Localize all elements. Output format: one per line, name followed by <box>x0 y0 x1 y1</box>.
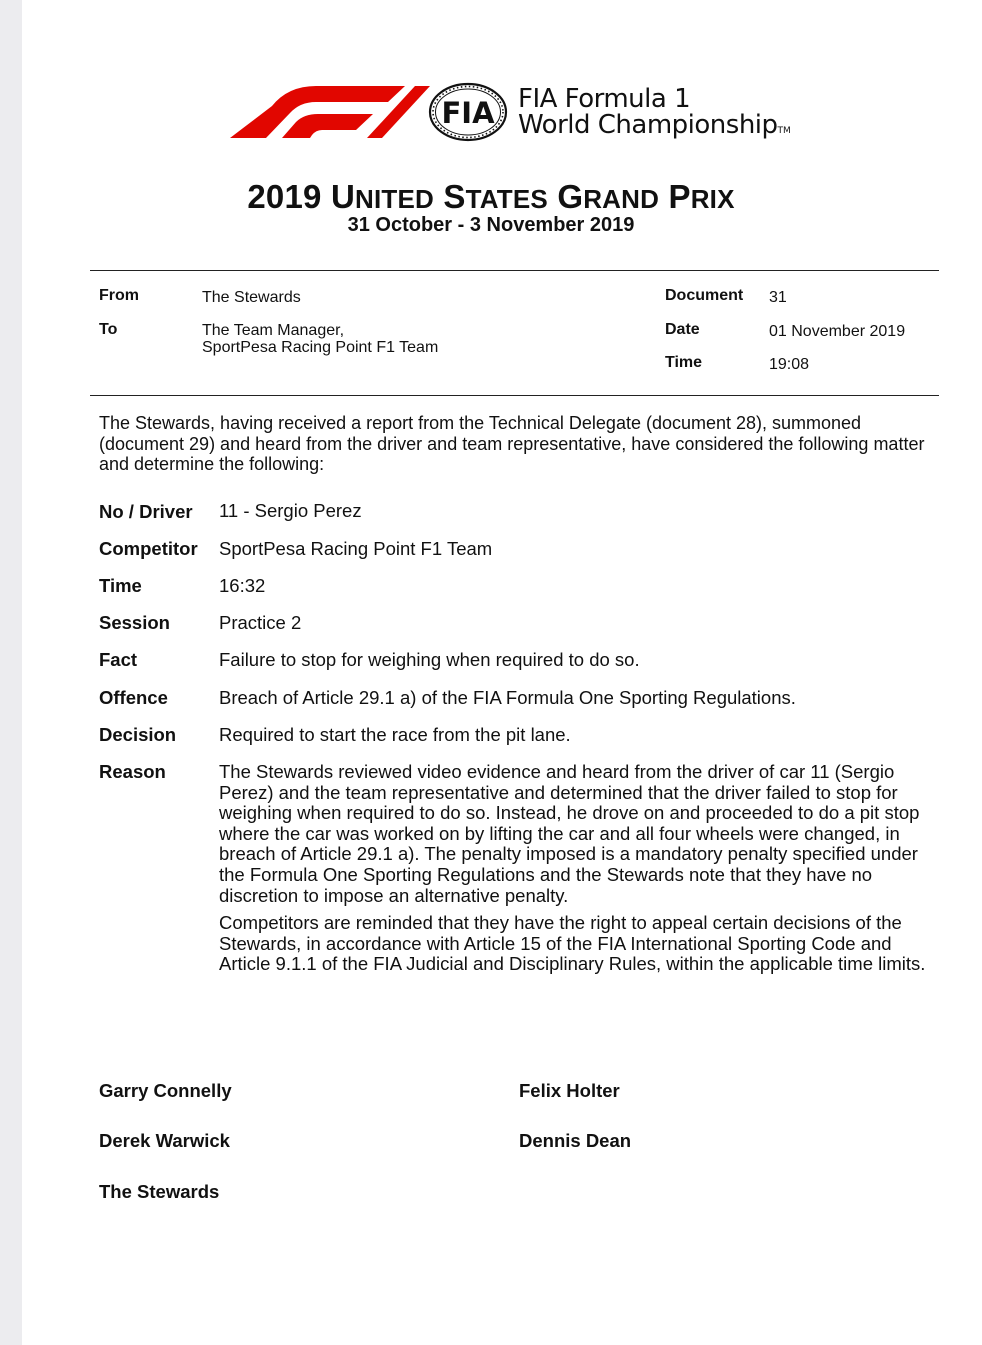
header-bottom-rule <box>90 395 939 396</box>
to-value-line-1: The Team Manager, <box>202 322 345 339</box>
brand-line-1: FIA Formula 1 <box>518 84 691 114</box>
to-value-line-2: SportPesa Racing Point F1 Team <box>202 339 439 356</box>
title-smallcaps: RIX <box>690 184 735 214</box>
reason-paragraph-2: Competitors are reminded that they have the right to appeal certain decisions of the Stewards, in accordance with Article 15 of the FIA International Sporting Code and Article 9.1.1 of the FIA Judicial and Disciplinary Rules, within the applicable time limits. <box>219 912 926 975</box>
fia-seal-icon <box>428 82 508 142</box>
date-label: Date <box>665 321 700 338</box>
driver-value: 11 - Sergio Perez <box>219 500 362 521</box>
reason-paragraph-1: The Stewards reviewed video evidence and heard from the driver of car 11 (Sergio Perez) and the team representative and determined that the driver failed to stop for weighing when required to do so. Instead, he drove on and proceeded to do a pit stop where the car was worked on by lifting the car and all four wheels were changed, in breach of Article 29.1 a). The penalty imposed is a mandatory penalty specified under the Formula One Sporting Regulations and the Stewards note that they have no discretion to impose an alternative penalty. <box>219 761 920 906</box>
from-value: The Stewards <box>202 289 301 306</box>
title-cap: S <box>443 178 466 215</box>
signatory-2: Felix Holter <box>519 1080 620 1101</box>
time-value: 19:08 <box>769 356 810 373</box>
to-label: To <box>99 321 118 338</box>
decision-value: Required to start the race from the pit lane. <box>219 724 571 745</box>
title-cap: P <box>668 178 691 215</box>
fia-mark-text: FIA <box>441 96 495 130</box>
signatory-4: Dennis Dean <box>519 1130 632 1151</box>
document-value: 31 <box>769 289 787 306</box>
decision-label: Decision <box>99 724 177 745</box>
competitor-label: Competitor <box>99 538 198 559</box>
event-dates: 31 October - 3 November 2019 <box>347 214 635 236</box>
to-value <box>202 322 438 356</box>
signatory-1: Garry Connelly <box>99 1080 232 1101</box>
header-top-rule <box>90 270 939 271</box>
f1-logo-icon <box>230 86 430 138</box>
offence-label: Offence <box>99 687 168 708</box>
session-value: Practice 2 <box>219 612 302 633</box>
title-smallcaps: RAND <box>583 184 660 214</box>
title-smallcaps: NITED <box>354 184 434 214</box>
intro-paragraph: The Stewards, having received a report from the Technical Delegate (document 28), summoned (document 29) and heard from the driver and team representative, have considered the following matter and determine the following: <box>99 413 925 474</box>
document-label: Document <box>665 287 744 304</box>
session-label: Session <box>99 612 170 633</box>
from-label: From <box>99 287 139 304</box>
time-label: Time <box>665 354 703 371</box>
offence-value: Breach of Article 29.1 a) of the FIA Formula One Sporting Regulations. <box>219 687 796 708</box>
event-title <box>0 178 982 216</box>
title-cap: G <box>557 178 584 215</box>
title-year: 2019 <box>247 178 322 215</box>
incident-time-value: 16:32 <box>219 575 266 596</box>
signature-closing: The Stewards <box>99 1181 220 1202</box>
brand-wordmark <box>518 86 791 144</box>
fact-value: Failure to stop for weighing when required to do so. <box>219 649 640 670</box>
title-cap: U <box>330 178 355 215</box>
trademark-mark: TM <box>777 126 791 136</box>
fact-label: Fact <box>99 649 138 670</box>
incident-time-label: Time <box>99 575 142 596</box>
reason-label: Reason <box>99 761 166 782</box>
competitor-value: SportPesa Racing Point F1 Team <box>219 538 493 559</box>
title-smallcaps: TATES <box>465 184 548 214</box>
signatory-3: Derek Warwick <box>99 1130 230 1151</box>
brand-line-2: World Championship <box>518 110 778 140</box>
driver-label: No / Driver <box>99 501 193 522</box>
date-value: 01 November 2019 <box>769 323 906 340</box>
